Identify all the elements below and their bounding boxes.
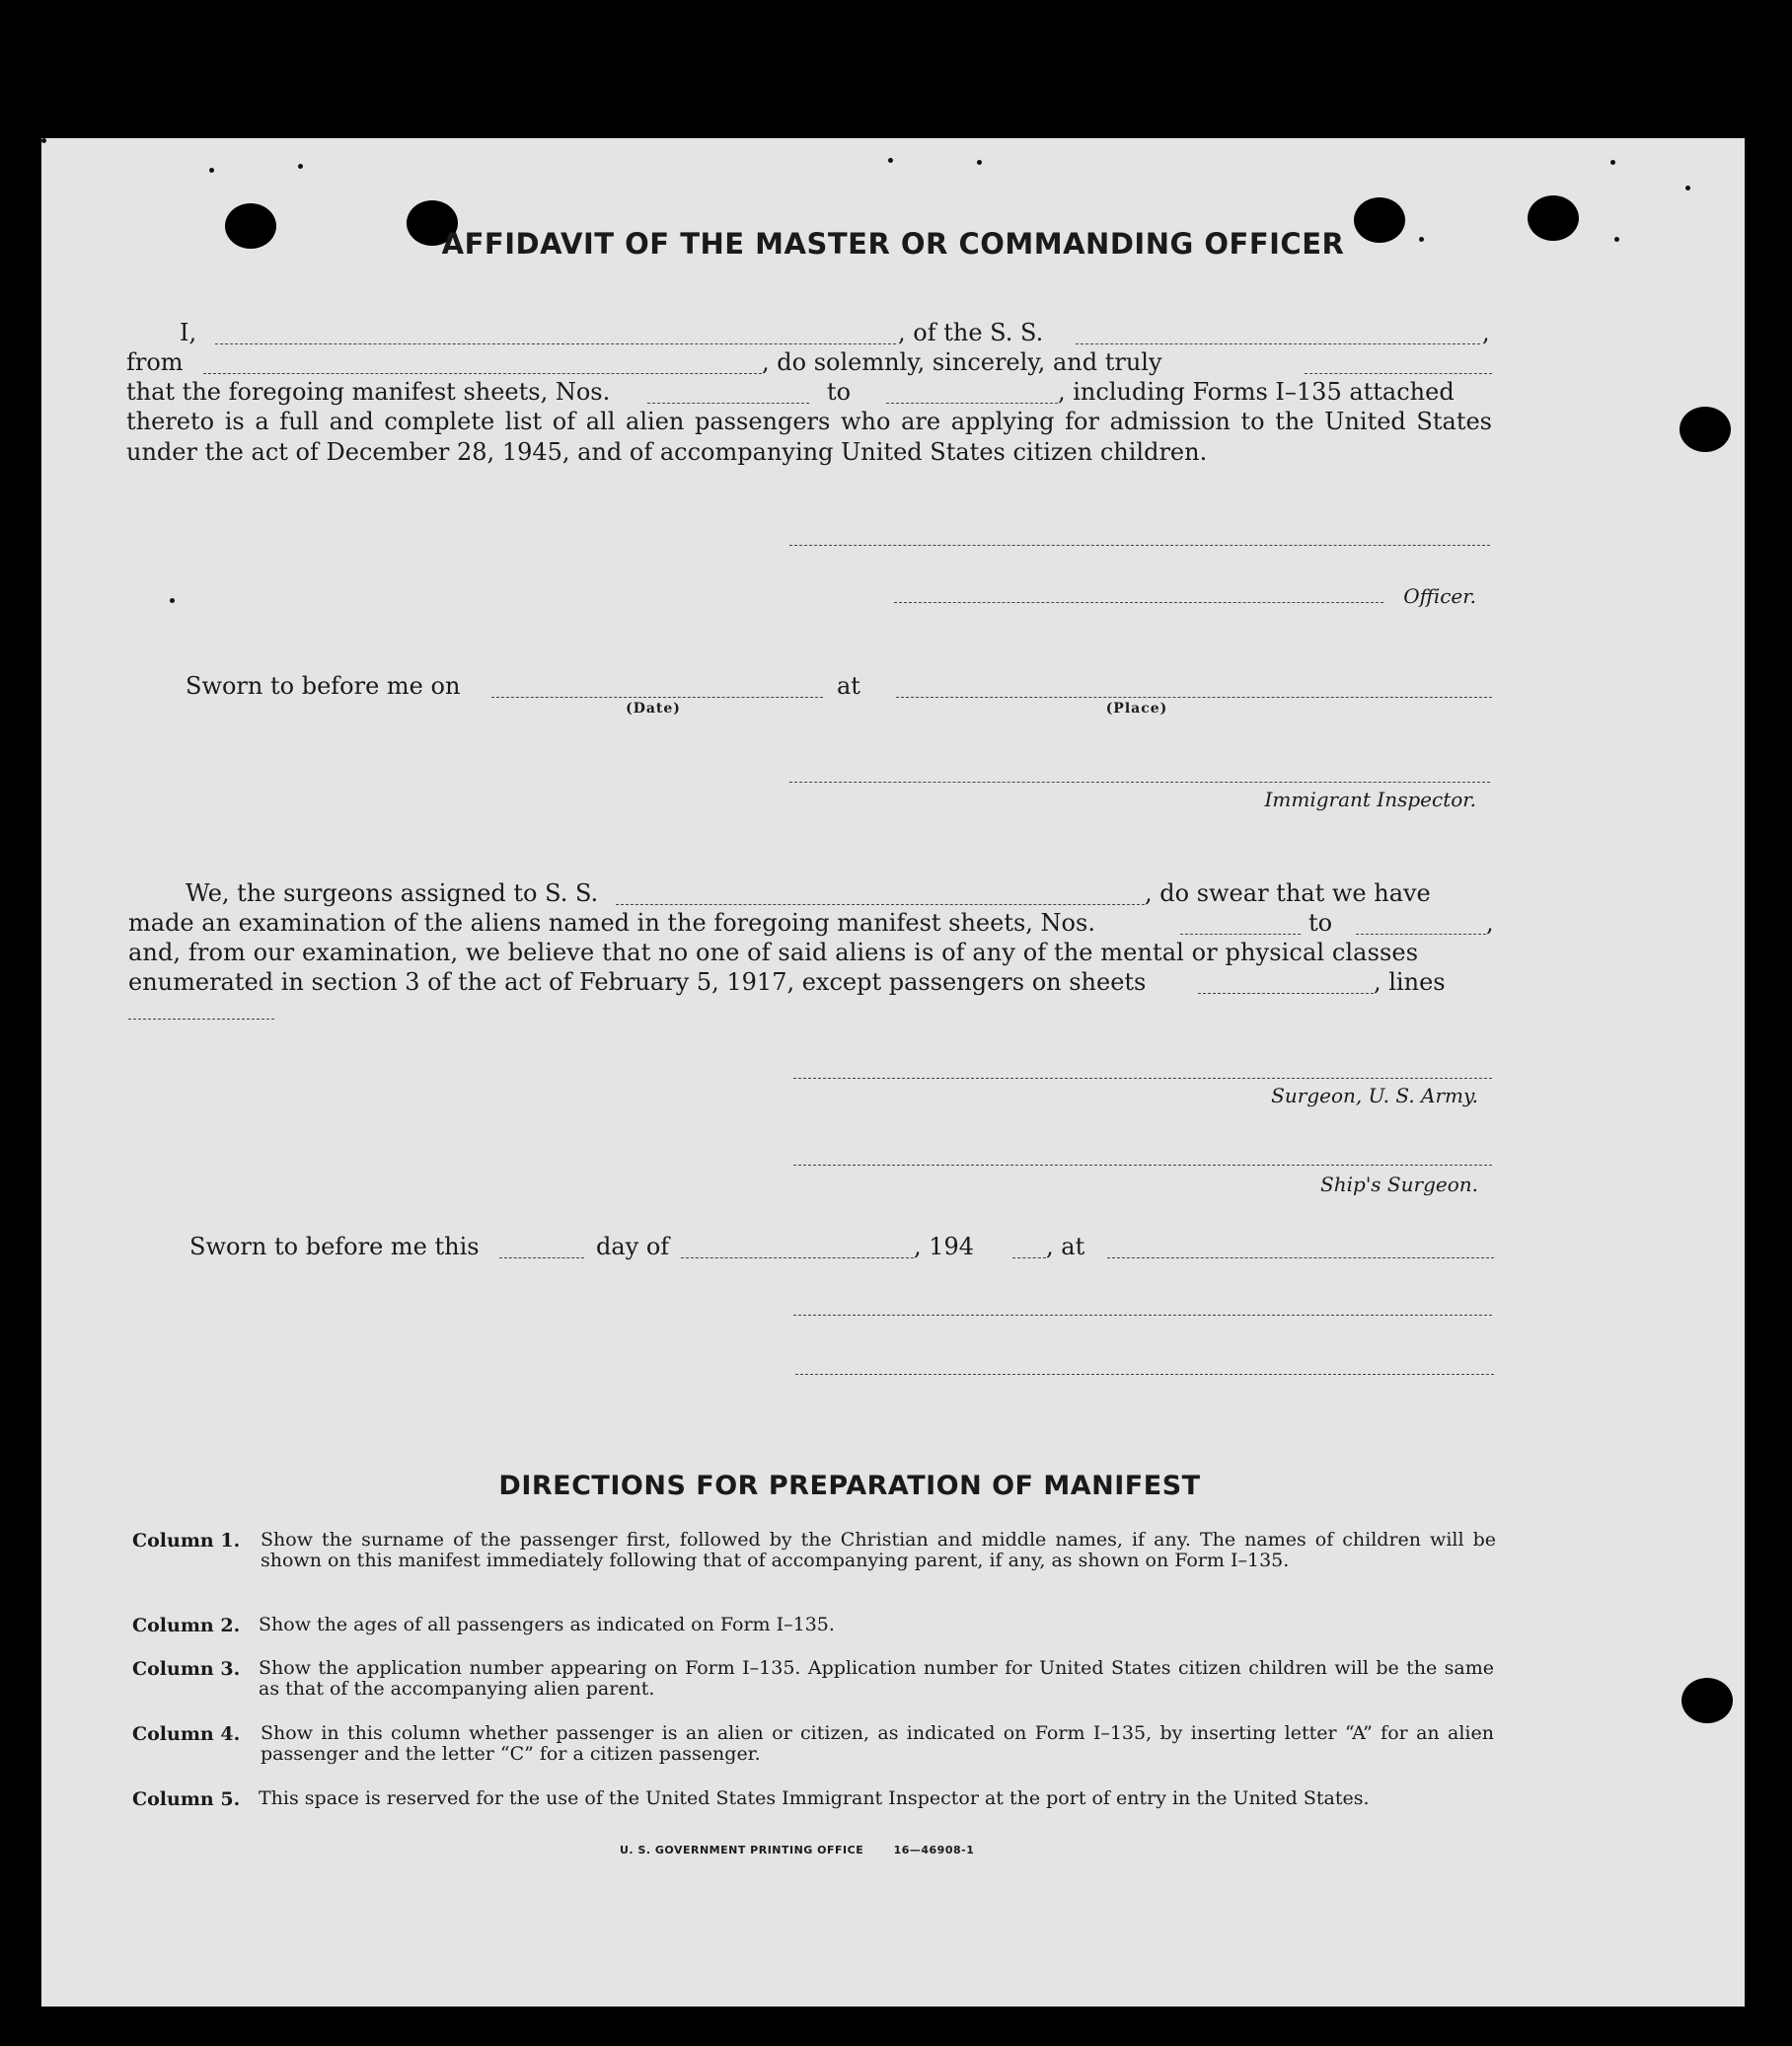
line-text: , 194 — [914, 1233, 975, 1260]
column-4-text: Show in this column whether passenger is an alien or citizen, as indicated on Form I–135, by inserting letter “A” for an alien passenger and the letter “C” for a citizen passenger. — [261, 1722, 1494, 1765]
place-caption: (Place) — [1105, 701, 1168, 717]
line-text: enumerated in section 3 of the act of February 5, 1917, except passengers on sheets — [128, 968, 1147, 996]
column-3-text: Show the application number appearing on Form I–135. Application number for United States citizen children will be the same as that of the accompanying alien parent. — [259, 1657, 1494, 1700]
line-text: , — [1482, 319, 1490, 346]
ship-name-field[interactable] — [1076, 324, 1480, 344]
surgeon-ship-field[interactable] — [616, 884, 1145, 905]
printer-name: U. S. GOVERNMENT PRINTING OFFICE — [620, 1844, 864, 1857]
speck — [298, 164, 303, 169]
line-text: , — [1486, 909, 1494, 937]
line-text: day of — [596, 1233, 670, 1260]
sheet-to-field[interactable] — [886, 383, 1058, 404]
except-lines-field[interactable] — [128, 1019, 274, 1020]
officer-label: Officer. — [1403, 584, 1476, 608]
sworn-place-field[interactable] — [896, 677, 1492, 698]
column-2-label: Column 2. — [132, 1615, 241, 1636]
sworn-date-field[interactable] — [491, 677, 823, 698]
line-text: that the foregoing manifest sheets, Nos. — [126, 378, 611, 406]
affidavit-body: thereto is a full and complete list of all alien passengers who are applying for admission to the United States under the act of December 28, 1945, and of accompanying United States citizen children. — [126, 408, 1492, 466]
sheet-from-field[interactable] — [647, 383, 809, 404]
surgeon-sheet-from-field[interactable] — [1180, 914, 1301, 935]
form-code: 16—46908-1 — [893, 1844, 975, 1857]
line-text: , at — [1046, 1233, 1085, 1260]
sworn-signature-line-1[interactable] — [793, 1315, 1492, 1316]
ship-surgeon-label: Ship's Surgeon. — [1320, 1173, 1478, 1196]
line-text: , do solemnly, sincerely, and truly — [762, 348, 1162, 376]
inspector-label: Immigrant Inspector. — [1264, 788, 1476, 811]
column-1-label: Column 1. — [132, 1530, 241, 1552]
sworn-signature-line-2[interactable] — [795, 1374, 1494, 1375]
line-text: , lines — [1374, 968, 1446, 996]
column-5-text: This space is reserved for the use of the United States Immigrant Inspector at the port of entry in the United States. — [259, 1787, 1370, 1809]
line-text: , of the S. S. — [898, 319, 1044, 346]
line-text: from — [126, 348, 184, 376]
line-text: to — [827, 378, 852, 406]
date-caption: (Date) — [626, 701, 681, 717]
printer-imprint — [620, 1844, 974, 1857]
line-text: , do swear that we have — [1145, 879, 1431, 907]
from-port-field[interactable] — [203, 353, 762, 374]
oath-field[interactable] — [1305, 353, 1492, 374]
sworn-year-field[interactable] — [1012, 1238, 1046, 1258]
line-text: Sworn to before me this — [189, 1233, 480, 1260]
surgeon-sheet-to-field[interactable] — [1356, 914, 1486, 935]
speck — [1610, 160, 1615, 165]
speck — [888, 158, 893, 163]
column-1-text: Show the surname of the passenger first, followed by the Christian and middle names, if any. The names of children will be shown on this manifest immediately following that of accompanying parent, if any, as shown on Form I–135. — [261, 1529, 1496, 1571]
army-surgeon-signature-line[interactable] — [793, 1078, 1492, 1079]
line-text: I, — [180, 319, 197, 346]
ship-surgeon-signature-line[interactable] — [793, 1165, 1492, 1166]
column-5-label: Column 5. — [132, 1788, 241, 1810]
line-text: to — [1308, 909, 1333, 937]
affidavit-title: AFFIDAVIT OF THE MASTER OR COMMANDING OFFICER — [441, 227, 1345, 261]
line-text: We, the surgeons assigned to S. S. — [186, 879, 599, 907]
speck — [1685, 186, 1690, 190]
column-4-label: Column 4. — [132, 1723, 241, 1745]
directions-title: DIRECTIONS FOR PREPARATION OF MANIFEST — [498, 1471, 1201, 1501]
sworn-location-field[interactable] — [1107, 1238, 1494, 1258]
column-3-label: Column 3. — [132, 1658, 241, 1680]
line-text: Sworn to before me on — [186, 672, 461, 700]
army-surgeon-label: Surgeon, U. S. Army. — [1271, 1084, 1478, 1107]
sworn-month-field[interactable] — [681, 1238, 914, 1258]
speck — [209, 168, 214, 173]
column-2-text: Show the ages of all passengers as indicated on Form I–135. — [259, 1614, 835, 1635]
speck — [170, 598, 175, 603]
line-text: at — [837, 672, 860, 700]
punch-hole — [1681, 1678, 1733, 1723]
speck — [41, 138, 46, 143]
punch-hole — [1680, 407, 1731, 452]
line-text: , including Forms I–135 attached — [1058, 378, 1455, 406]
speck — [977, 160, 982, 165]
sworn-day-field[interactable] — [499, 1238, 584, 1258]
line-text: made an examination of the aliens named in the foregoing manifest sheets, Nos. — [128, 909, 1095, 937]
form-page — [41, 138, 1745, 2007]
surgeons-line-3: and, from our examination, we believe that no one of said aliens is of any of the mental or physical classes — [128, 939, 1419, 966]
except-sheets-field[interactable] — [1198, 973, 1374, 994]
inspector-signature-line[interactable] — [789, 782, 1490, 783]
master-name-field[interactable] — [215, 324, 896, 344]
officer-signature-line[interactable] — [789, 545, 1490, 546]
